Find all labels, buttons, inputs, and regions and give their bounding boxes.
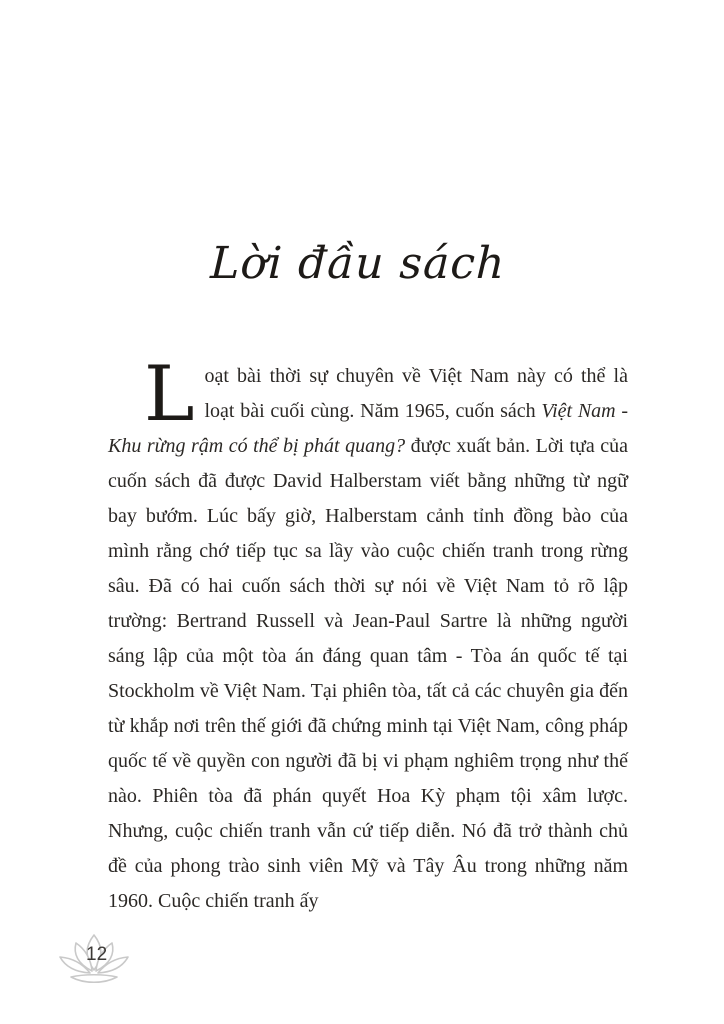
drop-cap: L <box>144 349 195 438</box>
body-text <box>108 349 628 919</box>
paragraph: oạt bài thời sự chuyên về Việt Nam này có thể là loạt bài cuối cùng. Năm 1965, cuốn sách Việt Nam - Khu rừng rậm có thể bị phát quang? được xuất bản. Lời tựa của cuốn sách đã được David Halberstam viết bằng những từ ngữ bay bướm. Lúc bấy giờ, Halberstam cảnh tỉnh đồng bào của mình rằng chớ tiếp tục sa lầy vào cuộc chiến tranh trong rừng sâu. Đã có hai cuốn sách thời sự nói về Việt Nam tỏ rõ lập trường: Bertrand Russell và Jean-Paul Sartre là những người sáng lập của một tòa án đáng quan tâm - Tòa án quốc tế tại Stockholm về Việt Nam. Tại phiên tòa, tất cả các chuyên gia đến từ khắp nơi trên thế giới đã chứng minh tại Việt Nam, công pháp quốc tế về quyền con người đã bị vi phạm nghiêm trọng như thế nào. Phiên tòa đã phán quyết Hoa Kỳ phạm tội xâm lược. Nhưng, cuộc chiến tranh vẫn cứ tiếp diễn. Nó đã trở thành chủ đề của phong trào sinh viên Mỹ và Tây Âu trong những năm 1960. Cuộc chiến tranh ấy <box>108 365 628 912</box>
page-title: Lời đầu sách <box>209 238 507 289</box>
page-footer <box>52 924 142 994</box>
page-number: 12 <box>86 944 108 965</box>
